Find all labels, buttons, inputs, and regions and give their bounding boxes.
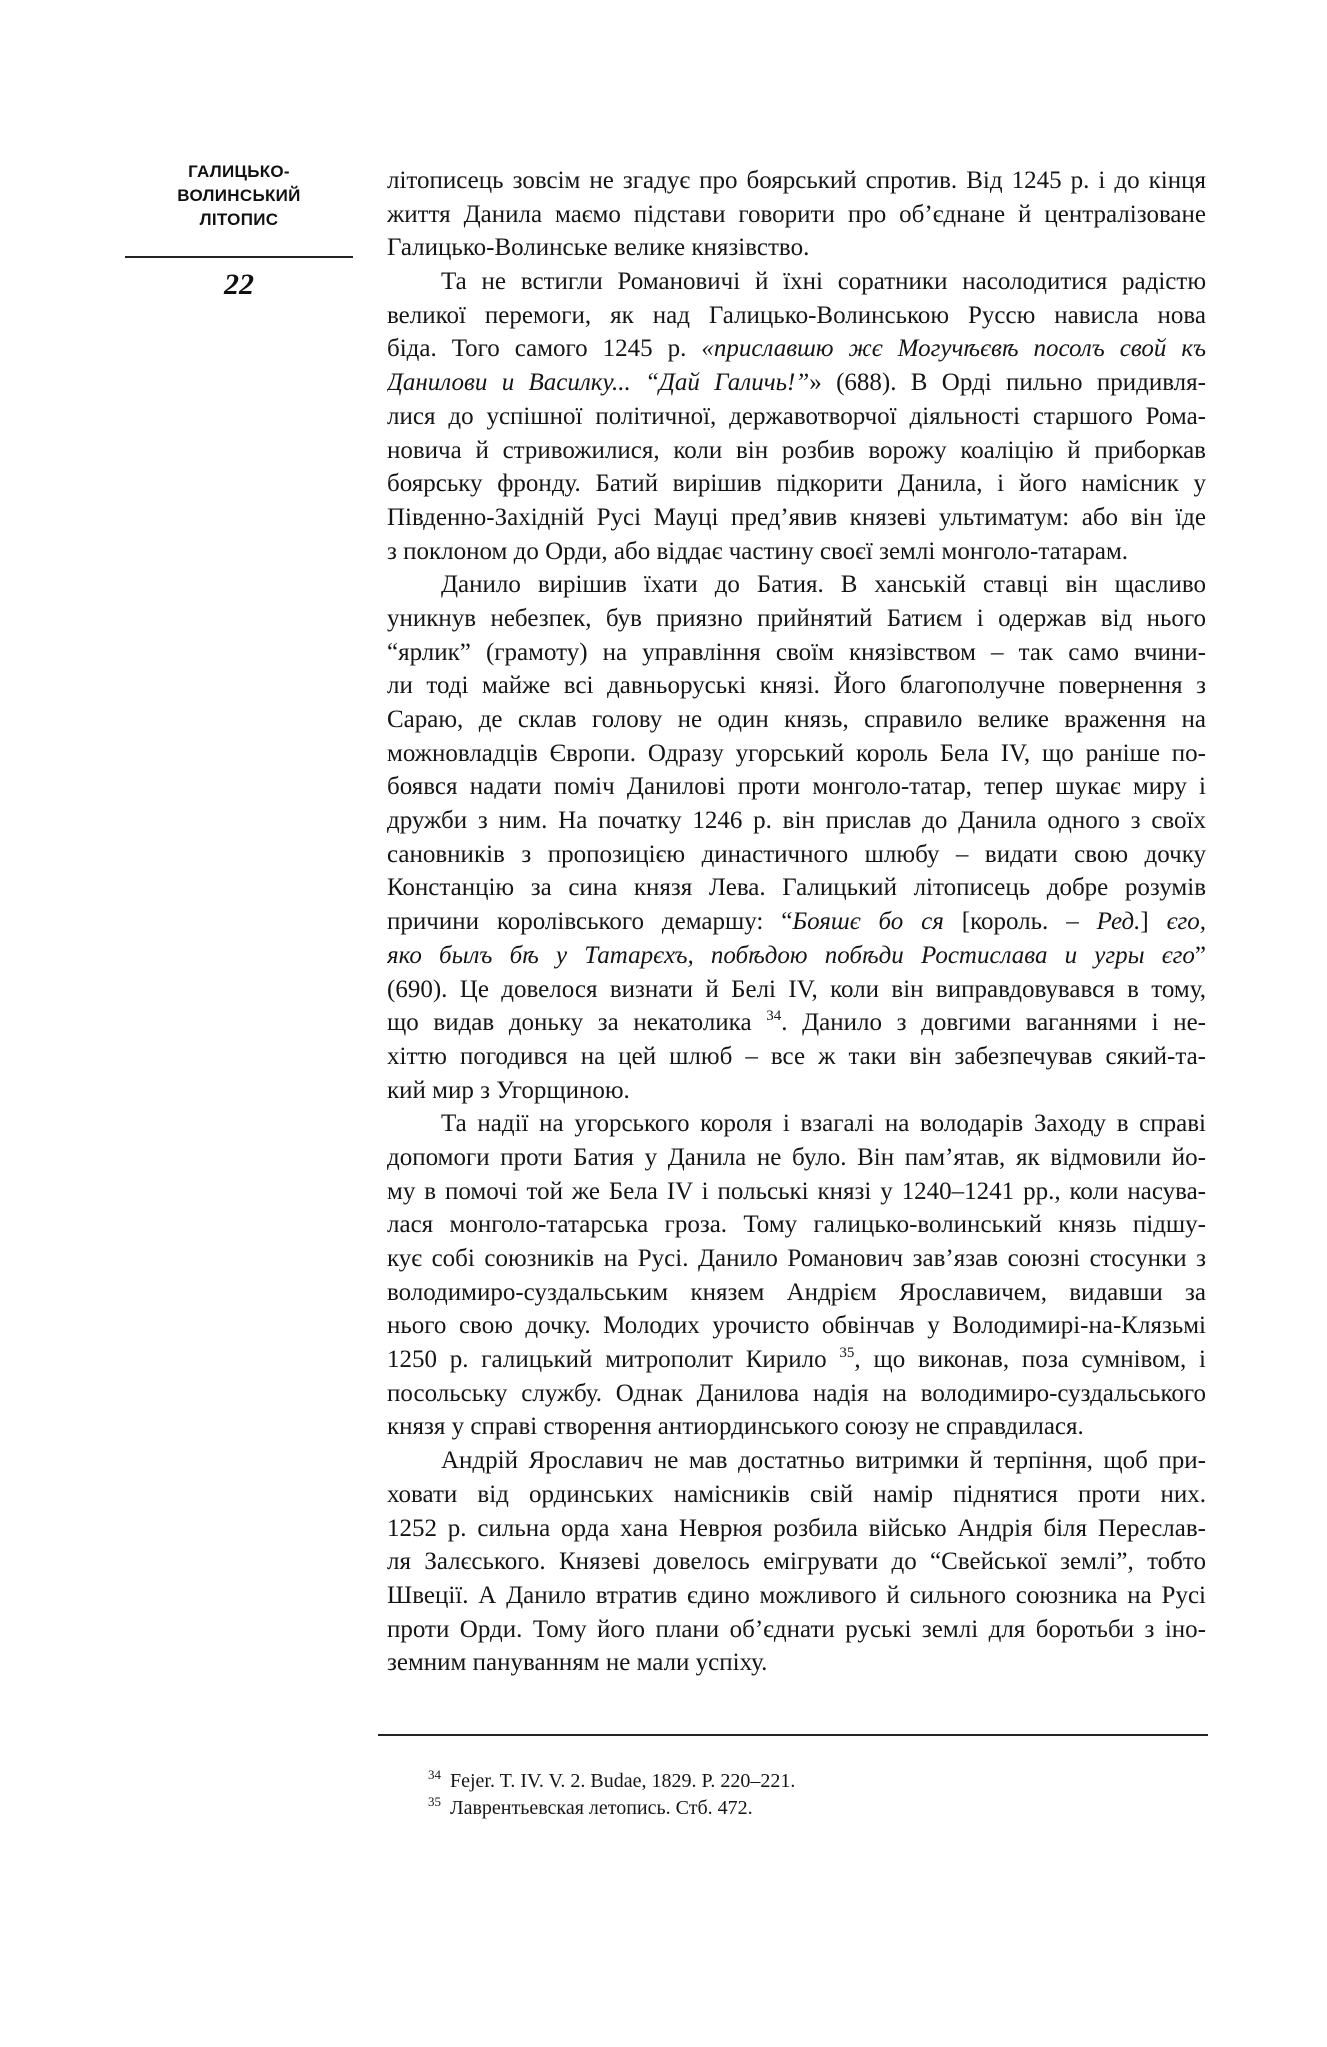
text-segment: Південно-Західній Русі Мауці пред’явив князеві ультиматум: або він їде [387, 503, 1206, 531]
text-segment: Данило вирішив їхати до Батия. В ханській ставці він щасливо [441, 571, 1206, 599]
text-segment: Та надії на угорського короля і взагалі на володарів Заходу в справі [441, 1110, 1206, 1138]
text-segment: му в помочі той же Бела IV і польські князі у 1240–1241 рр., коли насува- [387, 1177, 1206, 1205]
text-segment: з поклоном до Орди, або віддає частину своєї землі монголо-татарам. [387, 537, 1129, 565]
text-segment: кує собі союзників на Русі. Данило Романович зав’язав союзні стосунки з [387, 1245, 1206, 1272]
footnotes [428, 1768, 1128, 1822]
text-line [387, 1512, 1206, 1546]
text-segment: Андрій Ярославич не мав достатньо витримки й терпіння, щоб при- [441, 1447, 1206, 1475]
text-segment: “ярлик” (грамоту) на управління своїм князівством – так само вчини- [387, 638, 1206, 666]
text-segment: життя Данила маємо підстави говорити про об’єднане й централізоване [387, 200, 1206, 228]
footnote-text: Fejer. T. IV. V. 2. Budae, 1829. P. 220–221. [450, 1770, 796, 1792]
text-line [387, 1410, 1206, 1444]
paragraph-first-line [387, 1444, 1206, 1478]
text-line [387, 400, 1206, 434]
text-segment: Галицько-Волинське велике князівство. [387, 234, 810, 262]
text-line [387, 703, 1206, 737]
text-line [387, 366, 1206, 400]
text-segment: земним пануванням не мали успіху. [387, 1649, 768, 1677]
text-line [387, 1646, 1206, 1680]
text-segment: причини королівського демаршу: “ [387, 908, 793, 936]
text-segment: Та не встигли Романовичі й їхні соратники насолодитися радістю [441, 268, 1206, 296]
text-segment: уникнув небезпек, був приязно прийнятий Батиєм і одержав від нього [387, 604, 1206, 632]
footnote [428, 1795, 1128, 1822]
body-text [387, 164, 1206, 1680]
text-segment: . Данило з довгими ваганнями і не- [781, 1009, 1206, 1037]
text-segment: [король. – [943, 908, 1097, 936]
text-line [387, 1175, 1206, 1209]
running-title [125, 160, 353, 232]
text-segment: ” [1194, 941, 1206, 969]
text-line [387, 332, 1206, 366]
text-segment: біда. Того самого 1245 р. [387, 335, 702, 363]
text-line [387, 636, 1206, 670]
text-line [387, 1040, 1206, 1074]
text-line [387, 535, 1206, 569]
text-segment: дружби з ним. На початку 1246 р. він прислав до Данила одного з своїх [387, 807, 1206, 835]
text-line [387, 1074, 1206, 1108]
text-line [387, 1579, 1206, 1613]
paragraph-first-line [387, 265, 1206, 299]
footnote-reference: 34 [766, 1008, 782, 1025]
text-segment: кий мир з Угорщиною. [387, 1076, 630, 1104]
footnote-rule [378, 1734, 1208, 1736]
text-line [387, 1343, 1206, 1377]
text-segment: літописець зовсім не згадує про боярський спротив. Від 1245 р. і до кінця [387, 167, 1206, 194]
text-line [387, 804, 1206, 838]
text-line [387, 838, 1206, 872]
text-segment: Констанцію за сина князя Лева. Галицький літописець добре розумів [387, 874, 1206, 902]
text-line [387, 973, 1206, 1007]
text-line [387, 939, 1206, 973]
text-segment: можновладців Європи. Одразу угорський король Бела IV, що раніше по- [387, 739, 1206, 767]
text-segment: ховати від ординських намісників свій намір піднятися проти них. [387, 1480, 1206, 1508]
text-line [387, 164, 1206, 198]
text-line [387, 1276, 1206, 1310]
italic-quotation: єго, [1166, 908, 1206, 936]
text-segment: Сараю, де склав голову не один князь, справило велике враження на [387, 706, 1206, 733]
page-number: 22 [224, 268, 254, 301]
text-line [387, 434, 1206, 468]
footnote-reference: 35 [839, 1345, 855, 1362]
text-line [387, 737, 1206, 771]
text-segment: ли тоді майже всі давньоруські князі. Його благополучне повернення з [387, 672, 1206, 700]
text-segment: володимиро-суздальським князем Андрієм Ярославичем, видавши за [387, 1278, 1206, 1306]
text-line [387, 1006, 1206, 1040]
text-segment: нього свою дочку. Молодих урочисто обвінчав у Володимирі-на-Клязьмі [387, 1312, 1206, 1340]
text-segment: хіттю погодився на цей шлюб – все ж таки він забезпечував сякий-та- [387, 1042, 1206, 1070]
text-segment: князя у справі створення антиординського союзу не справдилася. [387, 1413, 1084, 1441]
text-line [387, 905, 1206, 939]
text-line [387, 1141, 1206, 1175]
running-title-line: ВОЛИНСЬКИЙ [177, 186, 301, 205]
text-line [387, 198, 1206, 232]
text-segment: , що виконав, поза сумнівом, і [854, 1346, 1206, 1374]
footnote-text: Лаврентьевская летопись. Стб. 472. [450, 1797, 753, 1819]
text-segment: сановників з пропозицією династичного шлюбу – видати свою дочку [387, 840, 1206, 868]
text-line [387, 602, 1206, 636]
text-line [387, 1309, 1206, 1343]
text-line [387, 1545, 1206, 1579]
text-segment: великої перемоги, як над Галицько-Волинською Руссю нависла нова [387, 301, 1206, 329]
paragraph-first-line [387, 1107, 1206, 1141]
header-rule [125, 256, 353, 258]
text-segment: боярську фронду. Батий вирішив підкорити Данила, і його намісник у [387, 470, 1206, 498]
text-segment: новича й стривожилися, коли він розбив ворожу коаліцію й приборкав [387, 436, 1206, 464]
italic-quotation: Ред. [1096, 908, 1141, 936]
text-segment: лися до успішної політичної, державотворчої діяльності старшого Рома- [387, 402, 1206, 430]
footnote [428, 1768, 1128, 1795]
text-segment: боявся надати поміч Данилові проти монголо-татар, тепер шукає миру і [387, 773, 1206, 801]
italic-quotation: яко былъ бѣ у Татарєхъ, побѣдою побѣди Ростислава и угры єго [387, 941, 1195, 969]
text-line [387, 467, 1206, 501]
running-title-line: ЛІТОПИС [199, 210, 279, 229]
text-line [387, 1208, 1206, 1242]
text-line [387, 501, 1206, 535]
italic-quotation: «приславшю жє Могучѣєвѣ посолъ свой къ [701, 335, 1206, 363]
text-segment: 1250 р. галицький митрополит Кирило [387, 1346, 840, 1374]
text-segment: » (688). В Орді пильно придивля- [809, 369, 1206, 397]
running-title-line: ГАЛИЦЬКО- [188, 162, 290, 181]
text-segment: Швеції. А Данило втратив єдино можливого й сильного союзника на Русі [387, 1581, 1206, 1609]
text-line [387, 1478, 1206, 1512]
italic-quotation: Данилови и Василку... “Дай Галичь!” [387, 369, 810, 397]
italic-quotation: Бояшє бо ся [792, 908, 944, 936]
running-header [125, 160, 353, 301]
text-line [387, 231, 1206, 265]
text-segment: ля Залєського. Князеві довелось емігрувати до “Свейської землі”, тобто [387, 1548, 1206, 1576]
text-segment: лася монголо-татарська гроза. Тому галицько-волинський князь підшу- [387, 1211, 1206, 1239]
text-line [387, 770, 1206, 804]
footnote-number: 34 [428, 1767, 441, 1782]
text-segment: (690). Це довелося визнати й Белі IV, коли він виправдовувався в тому, [387, 975, 1206, 1003]
text-line [387, 669, 1206, 703]
footnote-number: 35 [428, 1794, 441, 1809]
text-line [387, 1242, 1206, 1276]
paragraph-first-line [387, 568, 1206, 602]
text-segment: посольську службу. Однак Данилова надія на володимиро-суздальського [387, 1379, 1206, 1407]
text-segment: проти Орди. Тому його плани об’єднати руські землі для боротьби з іно- [387, 1615, 1206, 1643]
text-segment: ] [1140, 908, 1167, 936]
text-line [387, 1377, 1206, 1411]
text-segment: що видав доньку за некатолика [387, 1009, 767, 1037]
text-line [387, 1613, 1206, 1647]
text-line [387, 871, 1206, 905]
text-line [387, 299, 1206, 333]
text-segment: допомоги проти Батия у Данила не було. Він пам’ятав, як відмовили йо- [387, 1143, 1206, 1171]
text-segment: 1252 р. сильна орда хана Неврюя розбила військо Андрія біля Переслав- [387, 1514, 1206, 1542]
